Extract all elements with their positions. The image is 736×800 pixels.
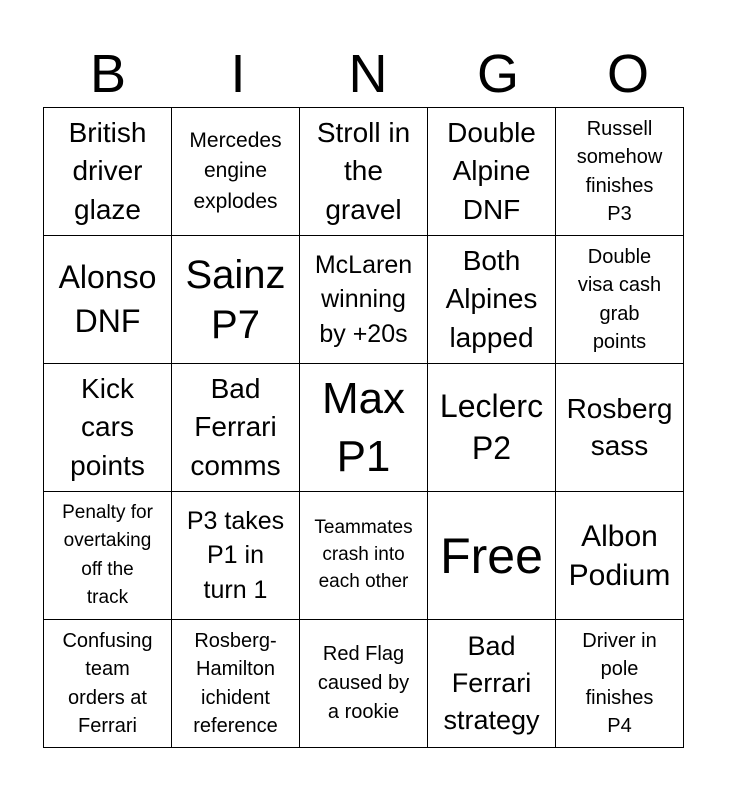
board-row [44,108,684,236]
bingo-cell-text: Alonso DNF [58,259,157,339]
bingo-cell[interactable] [428,620,556,748]
header-letter-n: N [348,44,388,104]
bingo-cell[interactable] [300,620,428,748]
bingo-cell-text: Leclerc P2 [439,387,544,466]
bingo-cell[interactable] [172,108,300,236]
bingo-cell-text: Max P1 [321,374,406,481]
bingo-cell-text: Both Alpines lapped [445,245,538,353]
bingo-cell[interactable] [428,492,556,620]
bingo-cell[interactable] [44,364,172,492]
bingo-cell[interactable] [172,236,300,364]
bingo-cell[interactable] [44,108,172,236]
bingo-board [43,107,684,748]
bingo-cell[interactable] [428,108,556,236]
bingo-cell[interactable] [172,492,300,620]
bingo-cell-text: Driver in pole finishes P4 [582,629,657,737]
board-row [44,364,684,492]
bingo-cell[interactable] [172,620,300,748]
bingo-cell-text: Double visa cash grab points [577,245,662,353]
bingo-cell[interactable] [172,364,300,492]
bingo-cell-text: McLaren winning by +20s [314,250,413,348]
bingo-cell-text: Penalty for overtaking off the track [62,501,153,608]
bingo-cell-text: Red Flag caused by a rookie [317,643,410,723]
bingo-cell-text: Kick cars points [70,373,145,481]
bingo-cell-text: Sainz P7 [185,252,286,347]
bingo-cell[interactable] [556,236,684,364]
bingo-cell[interactable] [44,492,172,620]
bingo-cell-text: Bad Ferrari strategy [443,631,540,735]
bingo-cell[interactable] [428,236,556,364]
header-letter-b: B [89,44,127,104]
bingo-cell-text: Russell somehow finishes P3 [576,117,663,225]
bingo-cell[interactable] [556,620,684,748]
bingo-cell-text: Free [440,527,543,584]
bingo-cell-text: Bad Ferrari comms [190,373,281,481]
bingo-cell[interactable] [556,108,684,236]
bingo-cell-text: Rosberg sass [566,393,673,461]
bingo-cell-text: P3 takes P1 in turn 1 [186,506,285,604]
bingo-cell-text: Albon Podium [568,519,671,592]
bingo-cell[interactable] [44,620,172,748]
bingo-cell[interactable] [300,492,428,620]
board-row [44,492,684,620]
bingo-cell[interactable] [556,492,684,620]
bingo-cell[interactable] [300,236,428,364]
bingo-cell[interactable] [44,236,172,364]
bingo-cell-text: Confusing team orders at Ferrari [62,629,153,737]
bingo-cell-text: Mercedes engine explodes [189,128,282,213]
header-letter-i: I [230,44,246,104]
bingo-cell-text: Teammates crash into each other [314,517,413,592]
bingo-header [43,42,693,106]
bingo-cell-text: Stroll in the gravel [316,117,411,225]
header-letter-g: G [476,44,519,104]
bingo-cell[interactable] [556,364,684,492]
bingo-cell-text: Double Alpine DNF [447,117,536,225]
board-row [44,236,684,364]
bingo-cell[interactable] [300,364,428,492]
bingo-cell[interactable] [300,108,428,236]
bingo-cell-text: Rosberg- Hamilton ichident reference [193,629,278,737]
board-row [44,620,684,748]
bingo-cell-text: British driver glaze [68,117,147,225]
header-letter-o: O [606,44,649,104]
bingo-cell[interactable] [428,364,556,492]
